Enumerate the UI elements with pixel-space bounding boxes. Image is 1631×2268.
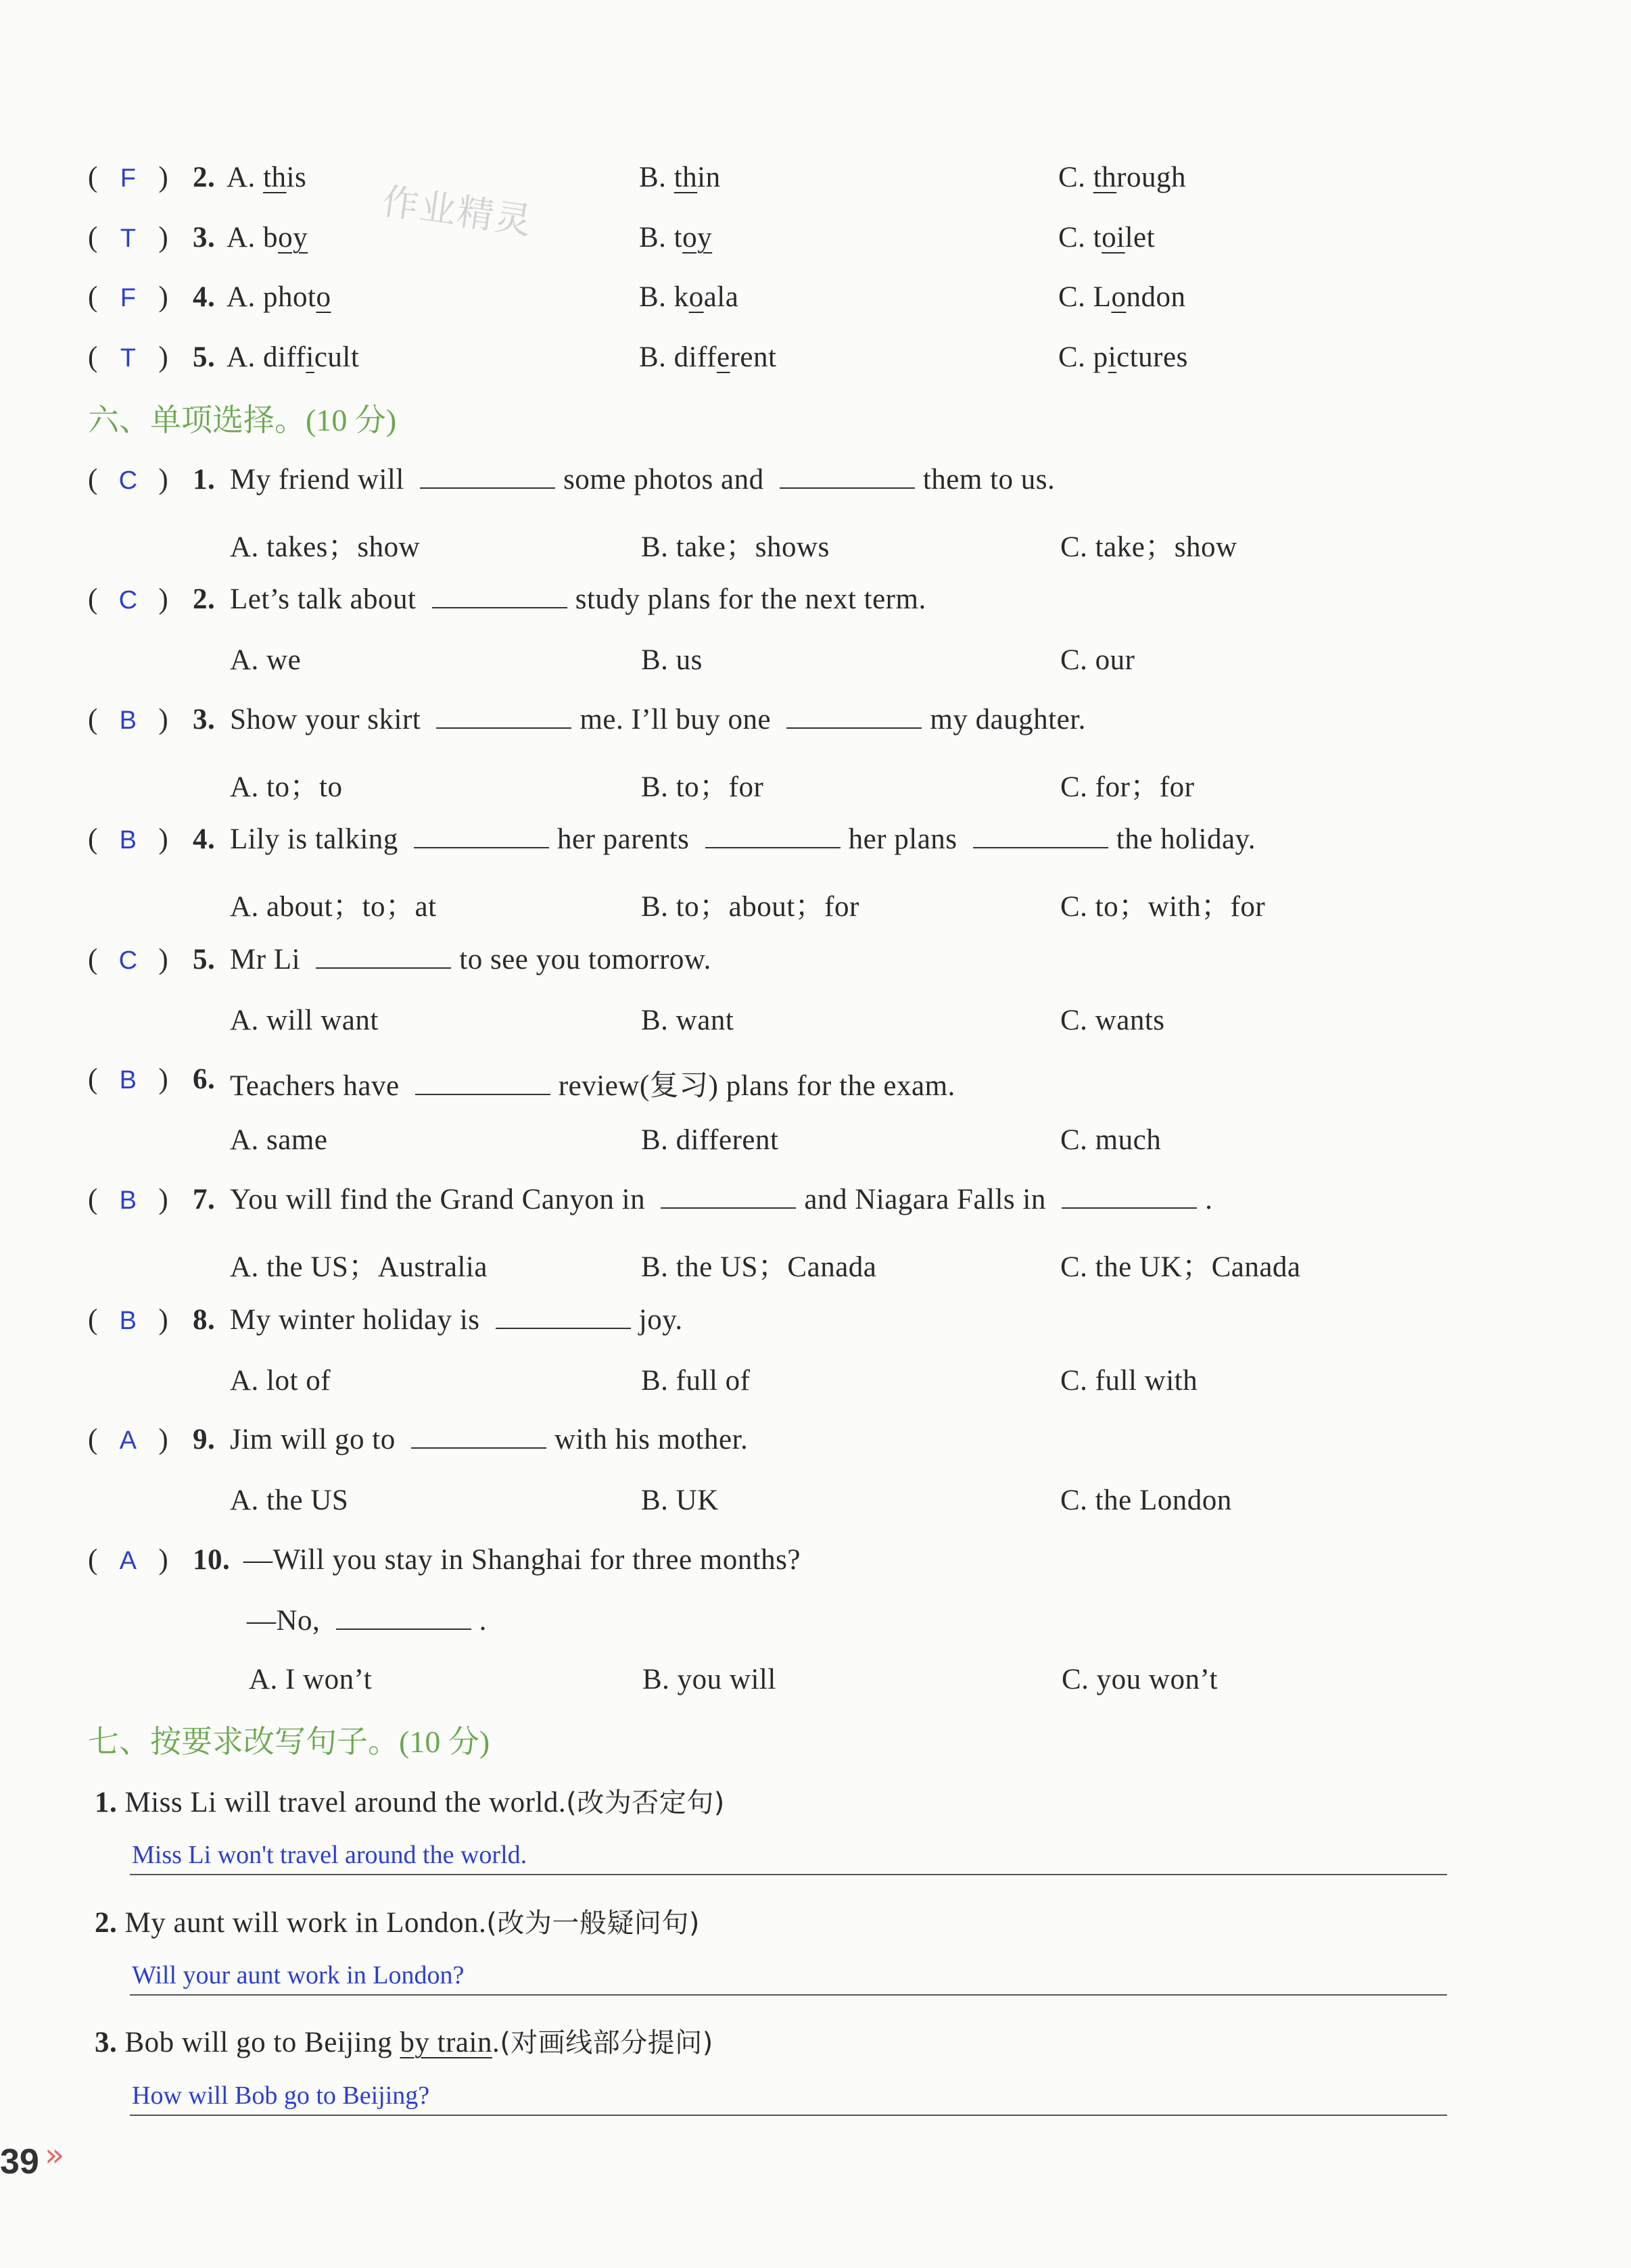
- question-number: 3.: [95, 2027, 118, 2058]
- question-segment: and Niagara Falls in: [804, 1184, 1054, 1215]
- answer-bracket: ( C ): [88, 583, 168, 615]
- question-number: 5.: [193, 341, 216, 373]
- option-b: [639, 221, 712, 254]
- answer-blank[interactable]: [705, 828, 841, 848]
- option-text: A. phot: [227, 281, 316, 313]
- question-segment: My friend will: [230, 464, 412, 496]
- option-a[interactable]: A. the US: [230, 1485, 349, 1516]
- question-segment: my daughter.: [930, 704, 1086, 735]
- answer-mark: F: [120, 284, 136, 312]
- question-segment: to see you tomorrow.: [459, 944, 711, 975]
- option-c[interactable]: C. our: [1060, 644, 1135, 676]
- question-segment: her plans: [848, 823, 965, 855]
- answer-blank[interactable]: [411, 1428, 546, 1449]
- question-segment: Show your skirt: [230, 704, 429, 735]
- question-segment: My winter holiday is: [230, 1304, 488, 1336]
- option-b[interactable]: B. to；for: [641, 771, 764, 803]
- written-answer[interactable]: How will Bob go to Beijing?: [132, 2081, 430, 2110]
- question-text: [230, 823, 1256, 856]
- question-segment: me. I’ll buy one: [580, 704, 779, 735]
- option-c[interactable]: C. wants: [1060, 1005, 1165, 1036]
- underlined-letters: i: [1108, 341, 1117, 373]
- section-title-text: 七、按要求改写句子。: [88, 1723, 399, 1760]
- option-text: let: [1125, 222, 1156, 254]
- chevron-right-icon: »: [45, 2136, 65, 2174]
- answer-mark: B: [119, 1186, 137, 1215]
- option-text: B. diff: [639, 341, 717, 373]
- option-c[interactable]: C. the UK；Canada: [1060, 1251, 1301, 1283]
- question-number: 3.: [193, 704, 216, 735]
- question-segment: Lily is talking: [230, 823, 406, 855]
- question-segment: with his mother.: [554, 1424, 749, 1455]
- option-c[interactable]: C. for；for: [1060, 771, 1195, 803]
- option-b: [639, 161, 721, 194]
- option-text: A. b: [227, 222, 279, 254]
- underlined-letters: th: [673, 162, 698, 193]
- option-c: [1058, 341, 1188, 374]
- question-segment: Jim will go to: [230, 1424, 403, 1455]
- question-number: 4.: [193, 281, 216, 313]
- question-text: [230, 583, 926, 616]
- question-segment: Teachers have: [230, 1070, 407, 1102]
- option-b: [639, 341, 776, 374]
- question-segment: the holiday.: [1116, 823, 1256, 855]
- question-number: 10.: [193, 1544, 231, 1576]
- question-segment: .: [479, 1605, 487, 1637]
- answer-mark: B: [119, 706, 137, 735]
- page-number: 39: [0, 2142, 39, 2181]
- option-text: in: [697, 162, 721, 193]
- option-a[interactable]: A. will want: [230, 1005, 379, 1036]
- option-text: A.: [227, 162, 264, 193]
- answer-bracket: ( F ): [88, 162, 168, 193]
- answer-bracket: ( B ): [88, 823, 168, 855]
- answer-bracket: ( B ): [88, 1304, 168, 1336]
- underlined-letters: i: [306, 341, 314, 373]
- option-text: B.: [639, 162, 674, 193]
- option-c: [1058, 161, 1186, 194]
- question-number: 6.: [193, 1063, 216, 1095]
- option-text: C. p: [1058, 341, 1108, 373]
- section-points: (10 分): [306, 403, 397, 437]
- option-a[interactable]: A. the US；Australia: [230, 1251, 488, 1283]
- underlined-letters: th: [263, 162, 287, 193]
- question-text: [243, 1543, 801, 1576]
- question-text: [230, 703, 1086, 736]
- option-text: C. L: [1058, 281, 1112, 313]
- answer-mark: C: [118, 466, 138, 495]
- underlined-letters: oy: [278, 222, 308, 254]
- rewrite-question: [95, 2021, 713, 2060]
- option-c[interactable]: C. the London: [1060, 1485, 1232, 1516]
- answer-blank[interactable]: [496, 1309, 631, 1329]
- answer-blank[interactable]: [316, 948, 451, 969]
- answer-blank[interactable]: [786, 708, 922, 729]
- answer-blank[interactable]: [661, 1188, 796, 1209]
- answer-mark: B: [119, 826, 137, 854]
- option-a[interactable]: A. same: [230, 1124, 328, 1156]
- option-text: B. t: [639, 222, 683, 254]
- question-segment: joy.: [638, 1304, 683, 1336]
- option-b: [639, 281, 738, 314]
- answer-mark: T: [120, 224, 136, 253]
- option-b[interactable]: B. UK: [641, 1485, 719, 1516]
- underlined-letters: e: [717, 341, 730, 373]
- answer-blank[interactable]: [432, 588, 567, 608]
- question-number: 2.: [193, 583, 216, 615]
- underlined-letters: o: [1111, 281, 1127, 313]
- question-number: 9.: [193, 1424, 216, 1455]
- answer-line: [130, 2115, 1447, 2116]
- option-b[interactable]: B. us: [641, 644, 703, 676]
- option-a[interactable]: A. takes；show: [230, 531, 421, 563]
- section-title-single-choice: [88, 395, 396, 440]
- option-c[interactable]: C. take；show: [1060, 531, 1237, 563]
- question-segment: You will find the Grand Canyon in: [230, 1184, 653, 1215]
- answer-mark: F: [120, 164, 136, 193]
- answer-mark: C: [118, 946, 138, 975]
- question-text: [230, 1423, 748, 1456]
- question-sentence: My aunt will work in London.: [124, 1907, 487, 1939]
- question-segment: them to us.: [922, 464, 1056, 496]
- answer-mark: C: [118, 586, 138, 614]
- option-a[interactable]: A. lot of: [230, 1365, 331, 1397]
- underlined-letters: o: [688, 281, 704, 313]
- question-segment: .: [1205, 1184, 1213, 1215]
- answer-mark: A: [119, 1547, 137, 1575]
- answer-blank[interactable]: [436, 708, 571, 729]
- underlined-letters: th: [1093, 162, 1117, 193]
- answer-mark: T: [120, 344, 136, 372]
- question-text: [230, 463, 1055, 496]
- option-text: ala: [703, 281, 739, 313]
- answer-bracket: ( B ): [88, 1063, 168, 1095]
- option-text: C. t: [1058, 222, 1102, 254]
- option-a: [227, 281, 331, 314]
- option-b[interactable]: B. to；about；for: [641, 891, 859, 923]
- option-text: B. k: [639, 281, 689, 313]
- underlined-letters: oy: [682, 222, 713, 254]
- answer-blank[interactable]: [336, 1610, 471, 1630]
- underlined-letters: o: [316, 281, 331, 313]
- option-text: rent: [730, 341, 777, 373]
- option-a: [227, 161, 306, 194]
- question-text: [230, 1183, 1212, 1216]
- answer-bracket: ( C ): [88, 944, 168, 975]
- option-text: ndon: [1126, 281, 1186, 313]
- question-number: 2.: [95, 1907, 118, 1939]
- section-title-text: 六、单项选择。: [88, 402, 306, 438]
- answer-bracket: ( B ): [88, 704, 168, 735]
- question-number: 8.: [193, 1304, 216, 1336]
- question-number: 1.: [193, 464, 216, 496]
- question-sentence: Miss Li will travel around the world.: [124, 1787, 567, 1818]
- option-a[interactable]: A. we: [230, 644, 302, 676]
- question-segment: —No,: [247, 1605, 328, 1637]
- answer-line: [130, 1874, 1447, 1875]
- option-c[interactable]: C. full with: [1060, 1365, 1198, 1397]
- answer-bracket: ( A ): [88, 1424, 168, 1455]
- option-b[interactable]: B. full of: [641, 1365, 751, 1397]
- question-text: [230, 1303, 683, 1336]
- answer-line: [130, 1994, 1447, 1996]
- answer-bracket: ( T ): [88, 341, 168, 373]
- question-segment: some photos and: [563, 464, 772, 496]
- option-text: cult: [314, 341, 360, 373]
- question-segment: —Will you stay in Shanghai for three months?: [243, 1544, 801, 1576]
- answer-blank[interactable]: [414, 828, 549, 848]
- question-number: 2.: [193, 162, 216, 193]
- option-a: [227, 221, 308, 254]
- answer-mark: A: [119, 1426, 137, 1455]
- question-segment: Mr Li: [230, 944, 308, 975]
- option-a[interactable]: A. to；to: [230, 771, 343, 803]
- option-text: C.: [1058, 162, 1093, 193]
- answer-bracket: ( F ): [88, 281, 168, 313]
- answer-blank[interactable]: [780, 468, 915, 489]
- answer-blank[interactable]: [415, 1075, 550, 1095]
- section-points: (10 分): [399, 1724, 490, 1759]
- question-text-line2: [247, 1604, 487, 1637]
- rewrite-question: [95, 1902, 700, 1940]
- option-text: is: [286, 162, 307, 193]
- question-segment: review(复习) plans for the exam.: [558, 1070, 955, 1102]
- option-c[interactable]: C. you won’t: [1062, 1664, 1218, 1695]
- question-sentence: Bob will go to Beijing: [124, 2027, 400, 2058]
- option-text: A. diff: [227, 341, 306, 373]
- instruction-note: (改为一般疑问句): [486, 1908, 700, 1939]
- option-b[interactable]: B. different: [641, 1124, 779, 1156]
- watermark: 作业精灵: [379, 179, 536, 243]
- question-number: 7.: [193, 1184, 216, 1215]
- option-b[interactable]: B. the US；Canada: [641, 1251, 877, 1283]
- option-b[interactable]: B. take；shows: [641, 531, 830, 563]
- answer-bracket: ( T ): [88, 222, 168, 254]
- option-a[interactable]: A. about；to；at: [230, 891, 437, 923]
- option-b[interactable]: B. want: [641, 1005, 734, 1036]
- question-segment: her parents: [557, 823, 697, 855]
- underlined-letters: oi: [1102, 222, 1125, 254]
- section-title-rewrite: [88, 1717, 490, 1762]
- instruction-note: (对画线部分提问): [500, 2027, 713, 2058]
- underlined-phrase: by train: [400, 2027, 492, 2058]
- written-answer[interactable]: Miss Li won't travel around the world.: [132, 1841, 527, 1869]
- answer-bracket: ( C ): [88, 464, 168, 496]
- option-text: rough: [1116, 162, 1186, 193]
- question-number: 1.: [95, 1787, 118, 1818]
- question-text: [230, 1063, 955, 1104]
- written-answer[interactable]: Will your aunt work in London?: [132, 1961, 465, 1989]
- question-segment: study plans for the next term.: [575, 583, 926, 615]
- rewrite-question: [95, 1781, 725, 1820]
- answer-blank[interactable]: [973, 828, 1108, 848]
- answer-blank[interactable]: [420, 468, 555, 489]
- answer-blank[interactable]: [1062, 1188, 1197, 1209]
- answer-mark: B: [119, 1066, 137, 1094]
- question-number: 5.: [193, 944, 216, 975]
- option-b[interactable]: B. you will: [642, 1664, 776, 1695]
- question-text: [230, 943, 711, 976]
- answer-mark: B: [119, 1307, 137, 1335]
- instruction-note: (改为否定句): [566, 1787, 725, 1818]
- question-number: 3.: [193, 222, 216, 254]
- question-segment: Let’s talk about: [230, 583, 424, 615]
- answer-bracket: ( B ): [88, 1184, 168, 1215]
- option-text: ctures: [1116, 341, 1188, 373]
- option-c: [1058, 281, 1185, 314]
- option-c[interactable]: C. to；with；for: [1060, 891, 1266, 923]
- question-sentence: .: [492, 2027, 500, 2058]
- option-c[interactable]: C. much: [1060, 1124, 1162, 1156]
- option-c: [1058, 221, 1155, 254]
- answer-bracket: ( A ): [88, 1544, 168, 1576]
- option-a[interactable]: A. I won’t: [249, 1664, 373, 1695]
- option-a: [227, 341, 359, 374]
- question-number: 4.: [193, 823, 216, 855]
